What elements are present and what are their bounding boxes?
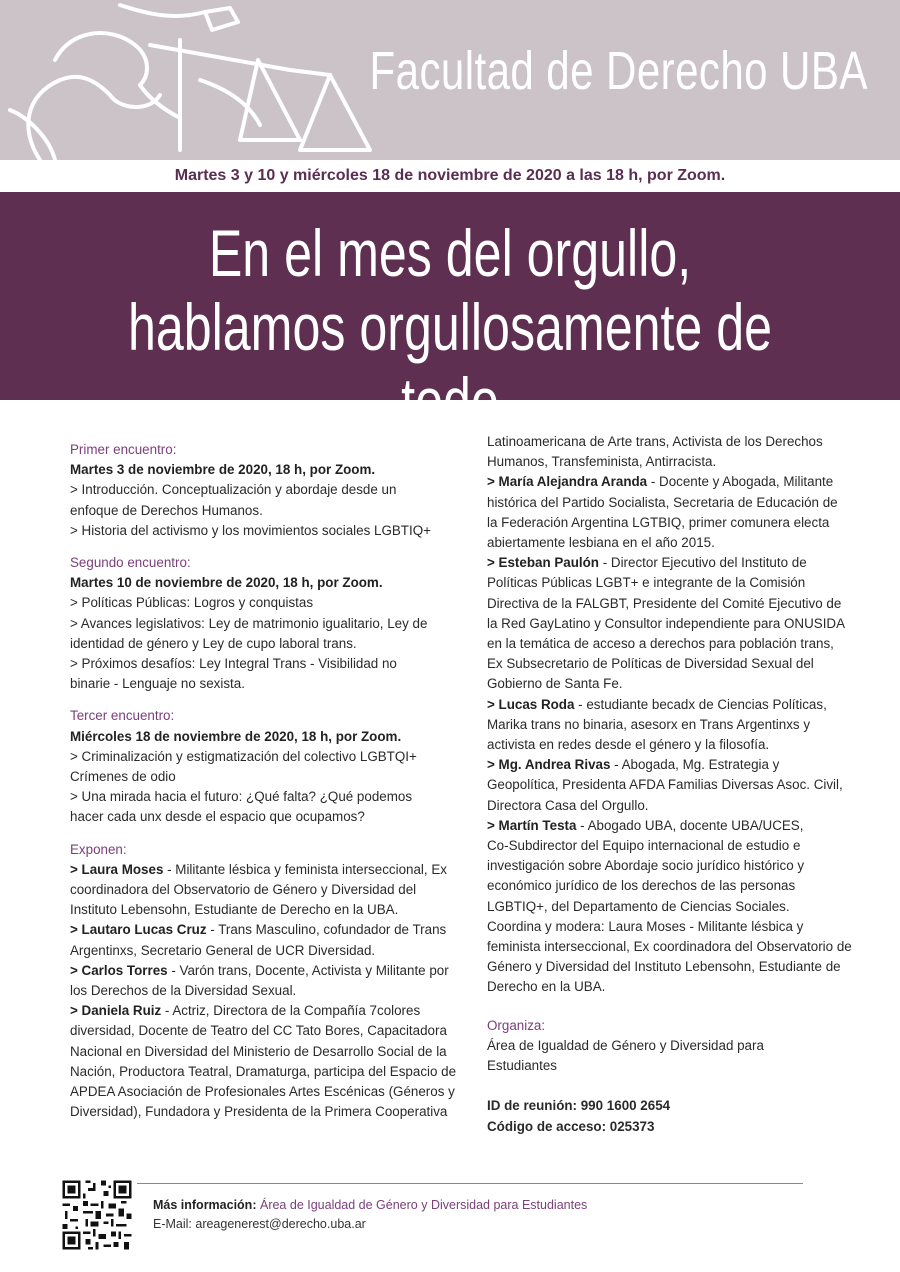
speaker-bio: diversidad, Docente de Teatro del CC Tato Bores, Capacitadora <box>70 1023 447 1039</box>
speaker-bio: Co-Subdirector del Equipo internacional de estudio e <box>487 838 801 854</box>
title-line-2: hablamos orgullosamente de todo <box>127 290 773 438</box>
encounter-item: binarie - Lenguaje no sexista. <box>70 676 245 692</box>
speaker-entry <box>70 920 460 960</box>
left-column <box>70 440 460 1123</box>
speaker-bio: la Federación Argentina LGTBIQ, primer comunera electa <box>487 514 830 530</box>
speaker-entry <box>487 816 867 917</box>
encounter-item: > Historia del activismo y los movimientos sociales LGBTIQ+ <box>70 522 431 538</box>
meeting-id: ID de reunión: 990 1600 2654 <box>487 1098 671 1114</box>
footer-divider <box>137 1183 803 1184</box>
speaker-bio: - Trans Masculino, cofundador de Trans <box>206 922 447 938</box>
right-column <box>487 432 867 1137</box>
speaker-bio: LGBTIQ+, del Departamento de Ciencias Sociales. <box>487 898 790 914</box>
encounter-item: > Introducción. Conceptualización y abordaje desde un <box>70 482 397 498</box>
encounter-item: identidad de género y Ley de cupo laboral trans. <box>70 635 357 651</box>
speaker-bio: - Abogada, Mg. Estrategia y <box>610 757 780 773</box>
encounter-date: Miércoles 18 de noviembre de 2020, 18 h, por Zoom. <box>70 728 402 744</box>
speaker-name: > Martín Testa <box>487 817 577 833</box>
more-info-row <box>153 1196 587 1215</box>
speakers-label: Exponen: <box>70 841 127 857</box>
speaker-entry <box>70 961 460 1001</box>
header <box>0 0 900 160</box>
speaker-name: > Lucas Roda <box>487 696 575 712</box>
speaker-bio: económico jurídico de los derechos de las personas <box>487 878 796 894</box>
qr-code-icon[interactable] <box>58 1178 136 1252</box>
encounter-item: enfoque de Derechos Humanos. <box>70 502 263 518</box>
moderator-line: feminista interseccional, Ex coordinadora del Observatorio de <box>487 939 852 955</box>
encounter-item: hacer cada unx desde el espacio que ocupamos? <box>70 809 365 825</box>
moderator-line: Género y Diversidad del Instituto Lebensohn, Estudiante de <box>487 959 841 975</box>
speaker-bio: Ex Subsecretario de Políticas de Diversidad Sexual del <box>487 656 814 672</box>
encounter-3 <box>70 706 460 827</box>
speakers-section <box>70 840 460 1123</box>
speaker-bio: los Derechos de la Diversidad Sexual. <box>70 983 297 999</box>
organizer-section <box>487 1016 867 1077</box>
email-line[interactable]: E-Mail: areagenerest@derecho.uba.ar <box>153 1217 366 1231</box>
speaker-bio: - estudiante becadx de Ciencias Políticas, <box>574 696 827 712</box>
title-banner <box>0 192 900 438</box>
speaker-name: > Daniela Ruiz <box>70 1003 162 1019</box>
meeting-code: Código de acceso: 025373 <box>487 1118 655 1134</box>
encounter-item: > Una mirada hacia el futuro: ¿Qué falta? ¿Qué podemos <box>70 789 413 805</box>
speaker-name: > María Alejandra Aranda <box>487 474 648 490</box>
speaker-bio: abiertamente lesbiana en el año 2015. <box>487 535 715 551</box>
speaker-bio: APDEA Asociación de Profesionales Artes Escénicas (Géneros y <box>70 1084 455 1100</box>
speaker-name: > Lautaro Lucas Cruz <box>70 922 207 938</box>
speaker-name: > Mg. Andrea Rivas <box>487 757 611 773</box>
encounter-item: Crímenes de odio <box>70 769 176 785</box>
speaker-bio: Políticas Públicas LGBT+ e integrante de la Comisión <box>487 575 806 591</box>
encounter-1 <box>70 440 460 541</box>
page-title <box>108 216 792 438</box>
encounter-label: Primer encuentro: <box>70 442 177 457</box>
encounter-label: Tercer encuentro: <box>70 708 175 724</box>
speaker-name: > Carlos Torres <box>70 962 168 978</box>
speaker-bio: Argentinxs, Secretario General de UCR Diversidad. <box>70 942 376 958</box>
encounter-date: Martes 10 de noviembre de 2020, 18 h, por Zoom. <box>70 575 383 591</box>
speaker-bio: Diversidad), Fundadora y Presidenta de la Primera Cooperativa <box>70 1104 448 1120</box>
speaker-bio: Directora Casa del Orgullo. <box>487 797 649 813</box>
speaker-bio: Geopolítica, Presidenta AFDA Familias Diversas Asoc. Civil, <box>487 777 843 793</box>
speaker-entry <box>487 553 867 694</box>
speaker-bio: Nación, Productora Teatral, Dramaturga, participa del Espacio de <box>70 1063 457 1079</box>
speaker-entry <box>487 695 867 756</box>
footer-info <box>153 1196 587 1234</box>
speaker-bio: Nacional en Diversidad del Ministerio de Desarrollo Social de la <box>70 1043 447 1059</box>
encounter-label: Segundo encuentro: <box>70 555 191 571</box>
speaker-name: > Laura Moses <box>70 861 164 877</box>
speaker-entry <box>487 755 867 816</box>
speaker-entry <box>70 1001 460 1122</box>
speaker-entry <box>487 472 867 553</box>
encounter-item: > Criminalización y estigmatización del colectivo LGBTQI+ <box>70 748 417 764</box>
event-dateline: Martes 3 y 10 y miércoles 18 de noviembre de 2020 a las 18 h, por Zoom. <box>0 160 900 192</box>
speaker-bio: Marika trans no binaria, asesorx en Trans Argentinxs y <box>487 716 811 732</box>
organizer-name: Área de Igualdad de Género y Diversidad para <box>487 1037 764 1053</box>
speaker-bio: - Varón trans, Docente, Activista y Militante por <box>167 962 449 978</box>
encounter-date: Martes 3 de noviembre de 2020, 18 h, por Zoom. <box>70 462 376 478</box>
speaker-bio: - Director Ejecutivo del Instituto de <box>599 555 807 571</box>
organizer-name: Estudiantes <box>487 1058 557 1074</box>
moderator-line: Coordina y modera: Laura Moses - Militante lésbica y <box>487 918 804 934</box>
speaker-bio: - Docente y Abogada, Militante <box>647 474 834 490</box>
encounter-item: > Políticas Públicas: Logros y conquistas <box>70 595 314 611</box>
meeting-info <box>487 1096 867 1136</box>
speaker-name: > Esteban Paulón <box>487 555 599 571</box>
speaker-entry <box>70 860 460 921</box>
speaker-bio: Humanos, Transfeminista, Antirracista. <box>487 454 717 470</box>
justice-figure-illustration <box>0 0 400 160</box>
speaker-bio: Latinoamericana de Arte trans, Activista de los Derechos <box>487 434 823 449</box>
speaker-bio: histórica del Partido Socialista, Secretaria de Educación de <box>487 494 838 510</box>
speaker-bio: - Actriz, Directora de la Compañía 7colores <box>161 1003 421 1019</box>
speaker-bio: coordinadora del Observatorio de Género y Diversidad del <box>70 882 417 898</box>
title-line-1: En el mes del orgullo, <box>208 216 692 290</box>
moderator-line: Derecho en la UBA. <box>487 979 606 995</box>
faculty-name: Facultad de Derecho UBA <box>369 41 868 101</box>
speaker-bio: investigación sobre Abordaje socio jurídico histórico y <box>487 858 805 874</box>
speaker-bio: la Red GayLatino y Consultor independiente para ONUSIDA <box>487 615 846 631</box>
encounter-item: > Avances legislativos: Ley de matrimonio igualitario, Ley de <box>70 615 428 631</box>
speaker-bio: activista en redes desde el género y la filosofía. <box>487 737 770 753</box>
encounter-item: > Próximos desafíos: Ley Integral Trans - Visibilidad no <box>70 656 397 672</box>
speaker-bio: - Militante lésbica y feminista interseccional, Ex <box>163 861 447 877</box>
more-info-label: Más información: <box>153 1198 257 1212</box>
speaker-bio: en la temática de acceso a derechos para población trans, <box>487 636 834 652</box>
speaker-bio: Instituto Lebensohn, Estudiante de Derecho en la UBA. <box>70 902 399 918</box>
moderator-info <box>487 917 867 998</box>
speaker-bio: - Abogado UBA, docente UBA/UCES, <box>576 817 804 833</box>
more-info-link[interactable]: Área de Igualdad de Género y Diversidad para Estudiantes <box>259 1198 588 1212</box>
organizer-label: Organiza: <box>487 1017 546 1033</box>
encounter-2 <box>70 553 460 694</box>
speaker-bio: Directiva de la FALGBT, Presidente del Comité Ejecutivo de <box>487 595 842 611</box>
speaker-bio: Gobierno de Santa Fe. <box>487 676 623 692</box>
